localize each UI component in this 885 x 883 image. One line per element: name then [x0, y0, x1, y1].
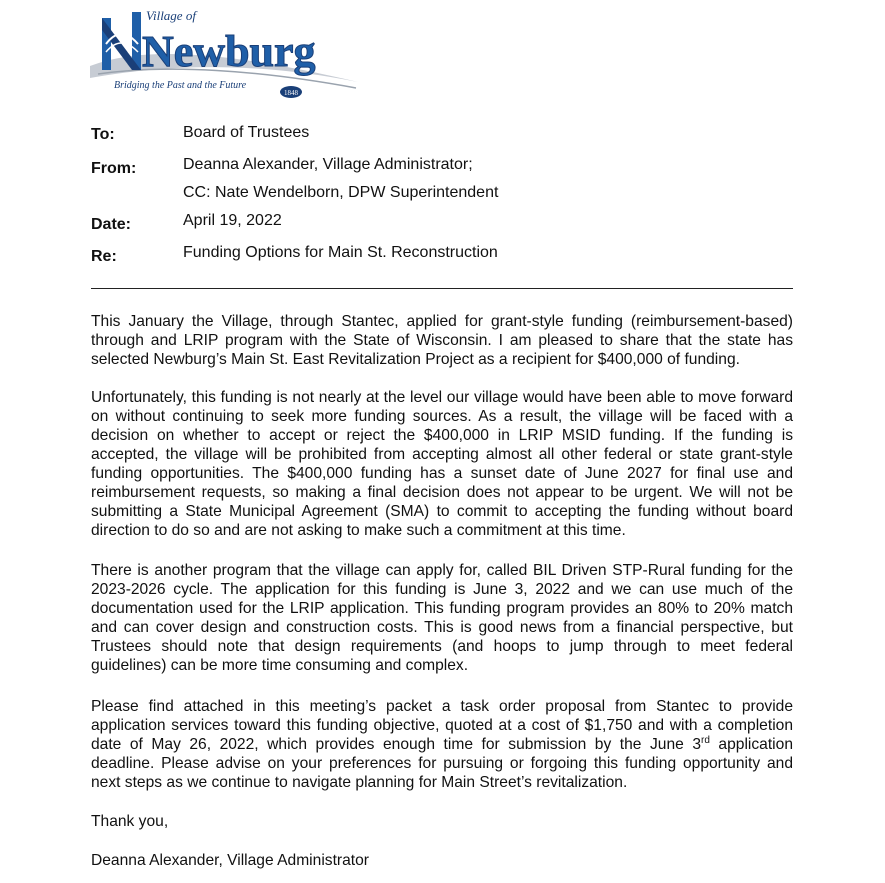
from-label: From: [91, 160, 137, 177]
svg-text:Village of: Village of [146, 8, 196, 23]
to-value: Board of Trustees [183, 124, 310, 141]
village-logo [88, 4, 360, 100]
cc-value: CC: Nate Wendelborn, DPW Superintendent [183, 184, 499, 201]
signature: Deanna Alexander, Village Administrator [91, 852, 369, 869]
svg-text:Newburg: Newburg [142, 27, 316, 76]
from-value: Deanna Alexander, Village Administrator; [183, 156, 473, 173]
date-label: Date: [91, 216, 132, 233]
svg-text:1848: 1848 [284, 89, 298, 97]
paragraph-1: This January the Village, through Stantec, applied for grant-style funding (reimbursement-based) through and LRIP program with the State of Wisconsin. I am pleased to share that the state has selected Newburg’s Main St. East Revitalization Project as a recipient for $400,000 of funding. [91, 313, 793, 368]
paragraph-4: Please find attached in this meeting’s packet a task order proposal from Stantec to provide application services toward this funding objective, quoted at a cost of $1,750 and with a completion date of May 26, 2022, which provides enough time for submission by the June 3rd application deadline. Please advise on your preferences for pursuing or forgoing this funding opportunity and next steps as we continue to navigate planning for Main Street’s revitalization. [91, 698, 793, 791]
re-value: Funding Options for Main St. Reconstruction [183, 244, 498, 261]
closing: Thank you, [91, 813, 169, 830]
paragraph-3: There is another program that the village can apply for, called BIL Driven STP-Rural funding for the 2023-2026 cycle. The application for this funding is June 3, 2022 and we can use much of the documentation used for the LRIP application. This funding program provides an 80% to 20% match and can cover design and construction costs. This is good news from a financial perspective, but Trustees should note that design requirements (and hoops to jump through to meet federal guidelines) can be more time consuming and complex. [91, 562, 793, 674]
date-value: April 19, 2022 [183, 212, 282, 229]
paragraph-2: Unfortunately, this funding is not nearly at the level our village would have been able to move forward on without continuing to seek more funding sources. As a result, the village will be faced with a decision on whether to accept or reject the $400,000 in LRIP MSID funding. If the funding is accepted, the village will be prohibited from accepting almost all other federal or state grant-style funding opportunities. The $400,000 funding has a sunset date of June 2027 for final use and reimbursement requests, so making a final decision does not appear to be urgent. We will not be submitting a State Municipal Agreement (SMA) to commit to accepting the funding without board direction to do so and are not asking to make such a commitment at this time. [91, 389, 793, 539]
header-divider [91, 288, 793, 289]
to-label: To: [91, 126, 115, 143]
svg-text:Bridging the Past and the Futu: Bridging the Past and the Future [114, 80, 247, 91]
re-label: Re: [91, 248, 117, 265]
